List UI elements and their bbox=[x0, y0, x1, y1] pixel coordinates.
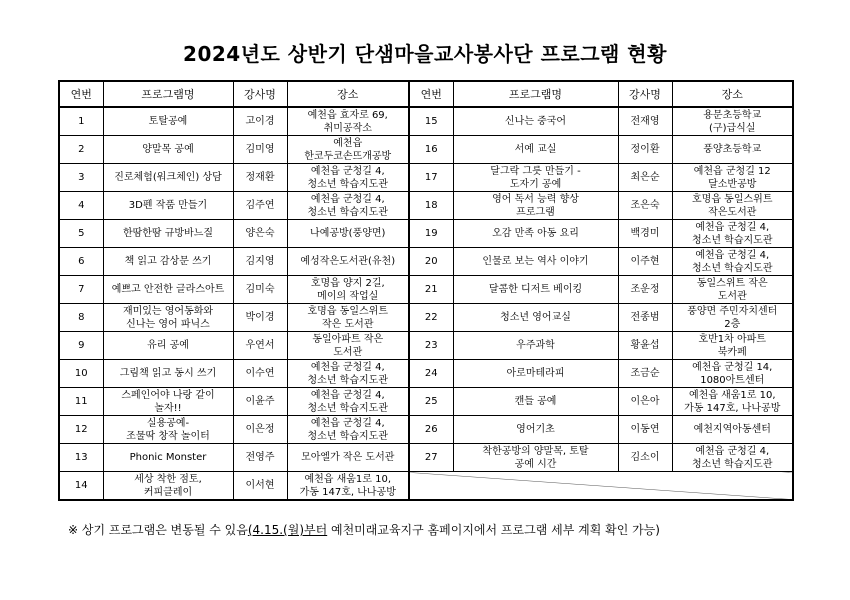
cell-no: 19 bbox=[409, 220, 453, 248]
cell-instructor: 전종범 bbox=[618, 304, 672, 332]
table-row bbox=[59, 220, 793, 248]
cell-program: Phonic Monster bbox=[103, 444, 233, 472]
cell-instructor: 김미영 bbox=[233, 136, 287, 164]
cell-instructor: 이은아 bbox=[618, 388, 672, 416]
table-row bbox=[59, 192, 793, 220]
cell-program: 영어 독서 능력 향상 프로그램 bbox=[453, 192, 618, 220]
cell-instructor: 이동연 bbox=[618, 416, 672, 444]
cell-instructor: 김소이 bbox=[618, 444, 672, 472]
table-row bbox=[59, 332, 793, 360]
cell-place: 호명읍 동일스위트 작은 도서관 bbox=[287, 304, 409, 332]
cell-instructor: 백경미 bbox=[618, 220, 672, 248]
cell-instructor: 이주현 bbox=[618, 248, 672, 276]
cell-program: 착한공방의 양말목, 토탈 공예 시간 bbox=[453, 444, 618, 472]
cell-program: 책 읽고 감상문 쓰기 bbox=[103, 248, 233, 276]
cell-place: 풍양초등학교 bbox=[672, 136, 793, 164]
footnote-date: (4.15.(월)부터 bbox=[247, 523, 328, 537]
cell-no: 5 bbox=[59, 220, 103, 248]
cell-program: 그림책 읽고 동시 쓰기 bbox=[103, 360, 233, 388]
table-row bbox=[59, 164, 793, 192]
cell-program: 스페인어야 나랑 같이 놀자!! bbox=[103, 388, 233, 416]
cell-instructor: 황윤섭 bbox=[618, 332, 672, 360]
cell-program: 재미있는 영어동화와 신나는 영어 파닉스 bbox=[103, 304, 233, 332]
cell-instructor: 전영주 bbox=[233, 444, 287, 472]
cell-no: 4 bbox=[59, 192, 103, 220]
cell-instructor: 박이경 bbox=[233, 304, 287, 332]
cell-program: 진로체험(워크체인) 상담 bbox=[103, 164, 233, 192]
footnote bbox=[68, 521, 660, 538]
cell-place: 예천읍 군청길 4, 청소년 학습지도관 bbox=[287, 192, 409, 220]
cell-program: 우주과학 bbox=[453, 332, 618, 360]
cell-place: 예천읍 군청길 4, 청소년 학습지도관 bbox=[672, 444, 793, 472]
cell-program: 양말목 공예 bbox=[103, 136, 233, 164]
cell-no: 2 bbox=[59, 136, 103, 164]
table-row bbox=[59, 136, 793, 164]
cell-place: 예천읍 한코두코손뜨개공방 bbox=[287, 136, 409, 164]
table-row bbox=[59, 304, 793, 332]
cell-place: 풍양면 주민자치센터 2층 bbox=[672, 304, 793, 332]
cell-program: 3D펜 작품 만들기 bbox=[103, 192, 233, 220]
table-row bbox=[59, 472, 793, 501]
header-place: 장소 bbox=[672, 81, 793, 107]
cell-no: 15 bbox=[409, 107, 453, 136]
cell-program: 서예 교실 bbox=[453, 136, 618, 164]
header-no: 연번 bbox=[59, 81, 103, 107]
cell-place: 예천읍 군청길 4, 청소년 학습지도관 bbox=[287, 164, 409, 192]
cell-instructor: 이윤주 bbox=[233, 388, 287, 416]
header-no: 연번 bbox=[409, 81, 453, 107]
cell-instructor: 정재환 bbox=[233, 164, 287, 192]
empty-cell bbox=[409, 472, 793, 501]
cell-program: 청소년 영어교실 bbox=[453, 304, 618, 332]
cell-place: 예성작은도서관(유천) bbox=[287, 248, 409, 276]
table-row bbox=[59, 276, 793, 304]
cell-place: 예천읍 새움1로 10, 가동 147호, 나나공방 bbox=[672, 388, 793, 416]
header-instructor: 강사명 bbox=[233, 81, 287, 107]
footnote-suffix: 예천미래교육지구 홈페이지에서 프로그램 세부 계획 확인 가능) bbox=[327, 523, 660, 537]
cell-no: 11 bbox=[59, 388, 103, 416]
cell-place: 예천읍 군청길 4, 청소년 학습지도관 bbox=[287, 416, 409, 444]
cell-no: 8 bbox=[59, 304, 103, 332]
table-row bbox=[59, 107, 793, 136]
table-row bbox=[59, 416, 793, 444]
cell-program: 유리 공예 bbox=[103, 332, 233, 360]
cell-program: 달그락 그릇 만들기 - 도자기 공예 bbox=[453, 164, 618, 192]
cell-program: 예쁘고 안전한 글라스아트 bbox=[103, 276, 233, 304]
cell-instructor: 조은숙 bbox=[618, 192, 672, 220]
cell-place: 용문초등학교 (구)급식실 bbox=[672, 107, 793, 136]
header-row bbox=[59, 81, 793, 107]
cell-instructor: 전재영 bbox=[618, 107, 672, 136]
cell-place: 예천읍 군청길 4, 청소년 학습지도관 bbox=[287, 388, 409, 416]
cell-instructor: 김주연 bbox=[233, 192, 287, 220]
cell-program: 인물로 보는 역사 이야기 bbox=[453, 248, 618, 276]
cell-place: 예천지역아동센터 bbox=[672, 416, 793, 444]
table-row bbox=[59, 248, 793, 276]
table-row bbox=[59, 388, 793, 416]
cell-place: 호명읍 동일스위트 작은도서관 bbox=[672, 192, 793, 220]
cell-program: 신나는 중국어 bbox=[453, 107, 618, 136]
cell-no: 12 bbox=[59, 416, 103, 444]
cell-instructor: 우연서 bbox=[233, 332, 287, 360]
header-instructor: 강사명 bbox=[618, 81, 672, 107]
cell-no: 23 bbox=[409, 332, 453, 360]
cell-place: 호반1차 아파트 북카페 bbox=[672, 332, 793, 360]
footnote-prefix: ※ 상기 프로그램은 변동될 수 있음 bbox=[68, 523, 248, 537]
cell-no: 27 bbox=[409, 444, 453, 472]
cell-instructor: 이서현 bbox=[233, 472, 287, 501]
cell-no: 10 bbox=[59, 360, 103, 388]
cell-instructor: 이수연 bbox=[233, 360, 287, 388]
cell-place: 예천읍 군청길 4, 청소년 학습지도관 bbox=[672, 248, 793, 276]
cell-place: 나예공방(풍양면) bbox=[287, 220, 409, 248]
cell-no: 20 bbox=[409, 248, 453, 276]
cell-instructor: 정이환 bbox=[618, 136, 672, 164]
cell-program: 오감 만족 아동 요리 bbox=[453, 220, 618, 248]
cell-place: 동일스위트 작은 도서관 bbox=[672, 276, 793, 304]
cell-place: 예천읍 군청길 4, 청소년 학습지도관 bbox=[672, 220, 793, 248]
table-row bbox=[59, 444, 793, 472]
cell-instructor: 최은순 bbox=[618, 164, 672, 192]
cell-place: 예천읍 효자로 69, 취미공작소 bbox=[287, 107, 409, 136]
cell-no: 21 bbox=[409, 276, 453, 304]
cell-instructor: 고이경 bbox=[233, 107, 287, 136]
cell-program: 한땀한땀 규방바느질 bbox=[103, 220, 233, 248]
cell-no: 1 bbox=[59, 107, 103, 136]
cell-instructor: 조운정 bbox=[618, 276, 672, 304]
cell-no: 18 bbox=[409, 192, 453, 220]
cell-no: 17 bbox=[409, 164, 453, 192]
cell-program: 영어기초 bbox=[453, 416, 618, 444]
cell-place: 예천읍 군청길 4, 청소년 학습지도관 bbox=[287, 360, 409, 388]
cell-instructor: 김미숙 bbox=[233, 276, 287, 304]
cell-no: 9 bbox=[59, 332, 103, 360]
cell-place: 예천읍 군청길 12 달소반공방 bbox=[672, 164, 793, 192]
header-program: 프로그램명 bbox=[103, 81, 233, 107]
table-row bbox=[59, 360, 793, 388]
cell-no: 13 bbox=[59, 444, 103, 472]
cell-place: 모아엘가 작은 도서관 bbox=[287, 444, 409, 472]
cell-program: 캔들 공예 bbox=[453, 388, 618, 416]
cell-no: 24 bbox=[409, 360, 453, 388]
cell-program: 아로마테라피 bbox=[453, 360, 618, 388]
cell-no: 16 bbox=[409, 136, 453, 164]
cell-instructor: 이은정 bbox=[233, 416, 287, 444]
cell-no: 14 bbox=[59, 472, 103, 501]
header-program: 프로그램명 bbox=[453, 81, 618, 107]
cell-instructor: 조금순 bbox=[618, 360, 672, 388]
cell-place: 호명읍 양지 2길, 메이의 작업실 bbox=[287, 276, 409, 304]
cell-place: 예천읍 새움1로 10, 가동 147호, 나나공방 bbox=[287, 472, 409, 501]
cell-no: 3 bbox=[59, 164, 103, 192]
cell-no: 7 bbox=[59, 276, 103, 304]
cell-place: 동일아파트 작은 도서관 bbox=[287, 332, 409, 360]
cell-no: 26 bbox=[409, 416, 453, 444]
cell-program: 실용공예- 조물딱 창작 놀이터 bbox=[103, 416, 233, 444]
cell-program: 달콤한 디저트 베이킹 bbox=[453, 276, 618, 304]
cell-place: 예천읍 군청길 14, 1080아트센터 bbox=[672, 360, 793, 388]
program-table bbox=[58, 80, 794, 501]
cell-instructor: 김지영 bbox=[233, 248, 287, 276]
cell-program: 세상 착한 점토, 커피클레이 bbox=[103, 472, 233, 501]
cell-instructor: 양은숙 bbox=[233, 220, 287, 248]
header-place: 장소 bbox=[287, 81, 409, 107]
cell-no: 22 bbox=[409, 304, 453, 332]
cell-no: 6 bbox=[59, 248, 103, 276]
cell-program: 토탈공예 bbox=[103, 107, 233, 136]
document-title: 2024년도 상반기 단샘마을교사봉사단 프로그램 현황 bbox=[183, 42, 667, 66]
cell-no: 25 bbox=[409, 388, 453, 416]
